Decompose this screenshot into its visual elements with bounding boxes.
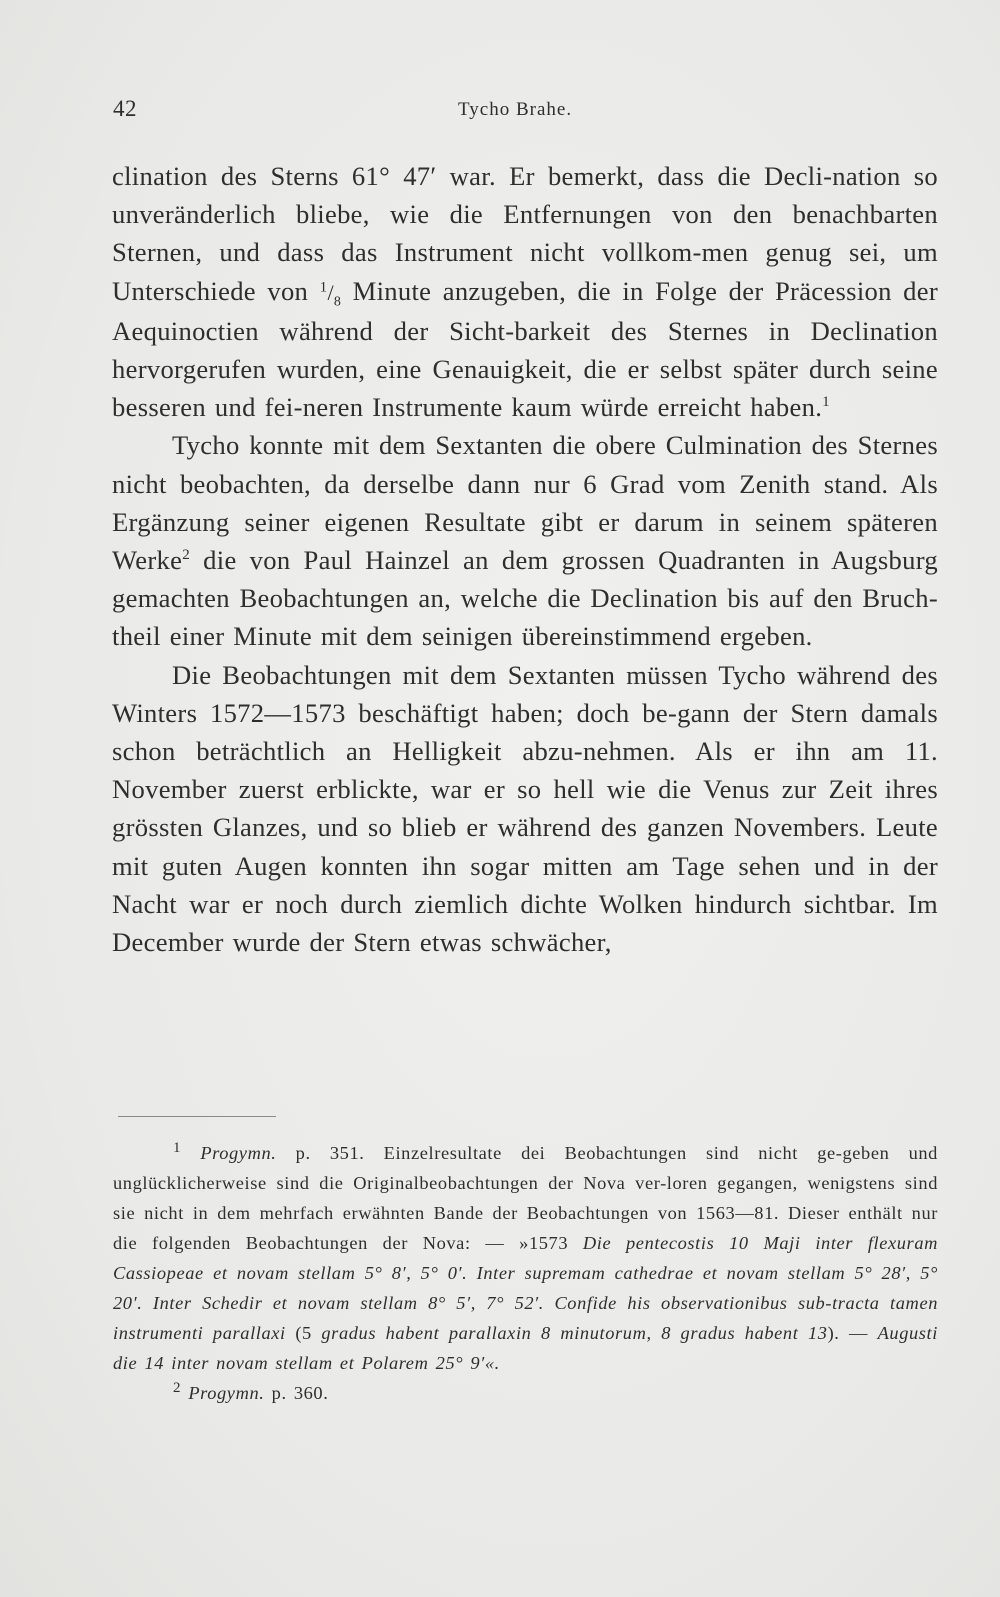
footnote-1-quote-c: Augusti die 14 inter novam stellam et Polarem 25° 9′«. [113,1323,938,1373]
paragraph-1-text-b: Minute anzugeben, die in Folge der Präcession der Aequinoctien während der Sicht-barkeit des Sternes in Declination hervorgerufen wurden, eine Genauigkeit, die er selbst später durch seine besseren und fei-neren Instrumente kaum würde erreicht haben. [112,275,939,423]
footnote-1-page-ref: p. 351. [295,1143,365,1163]
footnote-1 [113,1138,938,1378]
paragraph-3-text: Die Beobachtungen mit dem Sextanten müssen Tycho während des Winters 1572—1573 beschäftigt haben; doch be-gann der Stern damals schon beträchtlich an Helligkeit abzu-nehmen. Als er ihn am 11. November zuerst erblickte, war er so hell wie die Venus zur Zeit ihres grössten Glanzes, und so blieb er während des ganzen Novembers. Leute mit guten Augen konnten ihn sogar mitten am Tage sehen und in der Nacht war er noch durch ziemlich dichte Wolken hindurch sichtbar. Im December wurde der Stern etwas schwächer, [112,659,938,958]
footnote-1-quote-a: Die pentecostis 10 Maji inter flexuram Cassiopeae et novam stellam 5° 8′, 5° 0′. Inter supremam cathedrae et novam stellam 5° 28′, 5° 20′. Inter Schedir et novam stellam 8° 5′, 7° 52′. Confide his observationibus sub-tracta tamen instrumenti parallaxi [113,1233,938,1343]
footnote-2 [113,1378,938,1408]
page-number: 42 [113,96,137,121]
fraction-numerator: 1 [319,279,328,296]
running-head: Tycho Brahe. [458,99,573,120]
footnotes [113,1138,938,1408]
footnote-1-paren-b: ). — [827,1323,869,1343]
fraction-separator: / [327,279,334,305]
footnote-2-source: Progymn. [188,1383,265,1403]
fraction-one-eighth [319,279,342,309]
footnote-ref-1: 1 [822,394,830,411]
paragraph-2-text-a: Tycho konnte mit dem Sextanten die obere Culmination des Sternes nicht beobachten, da derselbe dann nur 6 Grad vom Zenith stand. Als Ergänzung seiner eigenen Resultate gibt er darum in seinem späteren Werke [112,430,938,576]
body-text [112,157,938,961]
footnote-ref-2: 2 [182,547,191,564]
footnote-2-marker: 2 [173,1379,182,1396]
paragraph-3 [112,656,938,962]
page-header [113,96,888,136]
paragraph-1 [112,157,938,426]
footnote-1-text-a: Einzelresultate dei Beobachtungen sind nicht ge-geben und unglücklicherweise sind die Originalbeobachtungen der Nova ver-loren gegangen, wenigstens sind sie nicht in dem mehrfach erwähnten Bande der Beobachtungen von 1563—81. Dieser enthält nur die folgenden Beobachtungen der Nova: — »1573 [113,1143,938,1253]
footnote-divider [118,1116,276,1117]
paragraph-1-opening: clination des Sterns 61° 47′ war. [112,161,496,191]
paragraph-2 [112,426,938,655]
footnote-2-page-ref: p. 360. [271,1383,329,1403]
paragraph-1-text-a: Er bemerkt, dass die Decli-nation so unveränderlich bliebe, wie die Entfernungen von den benachbarten Sternen, und dass das Instrument nicht vollkom-men genug sei, um Unterschiede von [112,161,938,306]
fraction-denominator: 8 [333,294,342,309]
paragraph-2-text-b: die von Paul Hainzel an dem grossen Quadranten in Augsburg gemachten Beobachtungen an, welche die Declination bis auf den Bruch-theil einer Minute mit dem seinigen übereinstimmend ergeben. [112,545,938,652]
footnote-1-marker: 1 [173,1139,182,1156]
footnote-1-quote-b: gradus habent parallaxin 8 minutorum, 8 gradus habent 13 [321,1323,828,1343]
footnote-1-paren-a: (5 [295,1323,312,1343]
footnote-1-source: Progymn. [200,1143,277,1163]
